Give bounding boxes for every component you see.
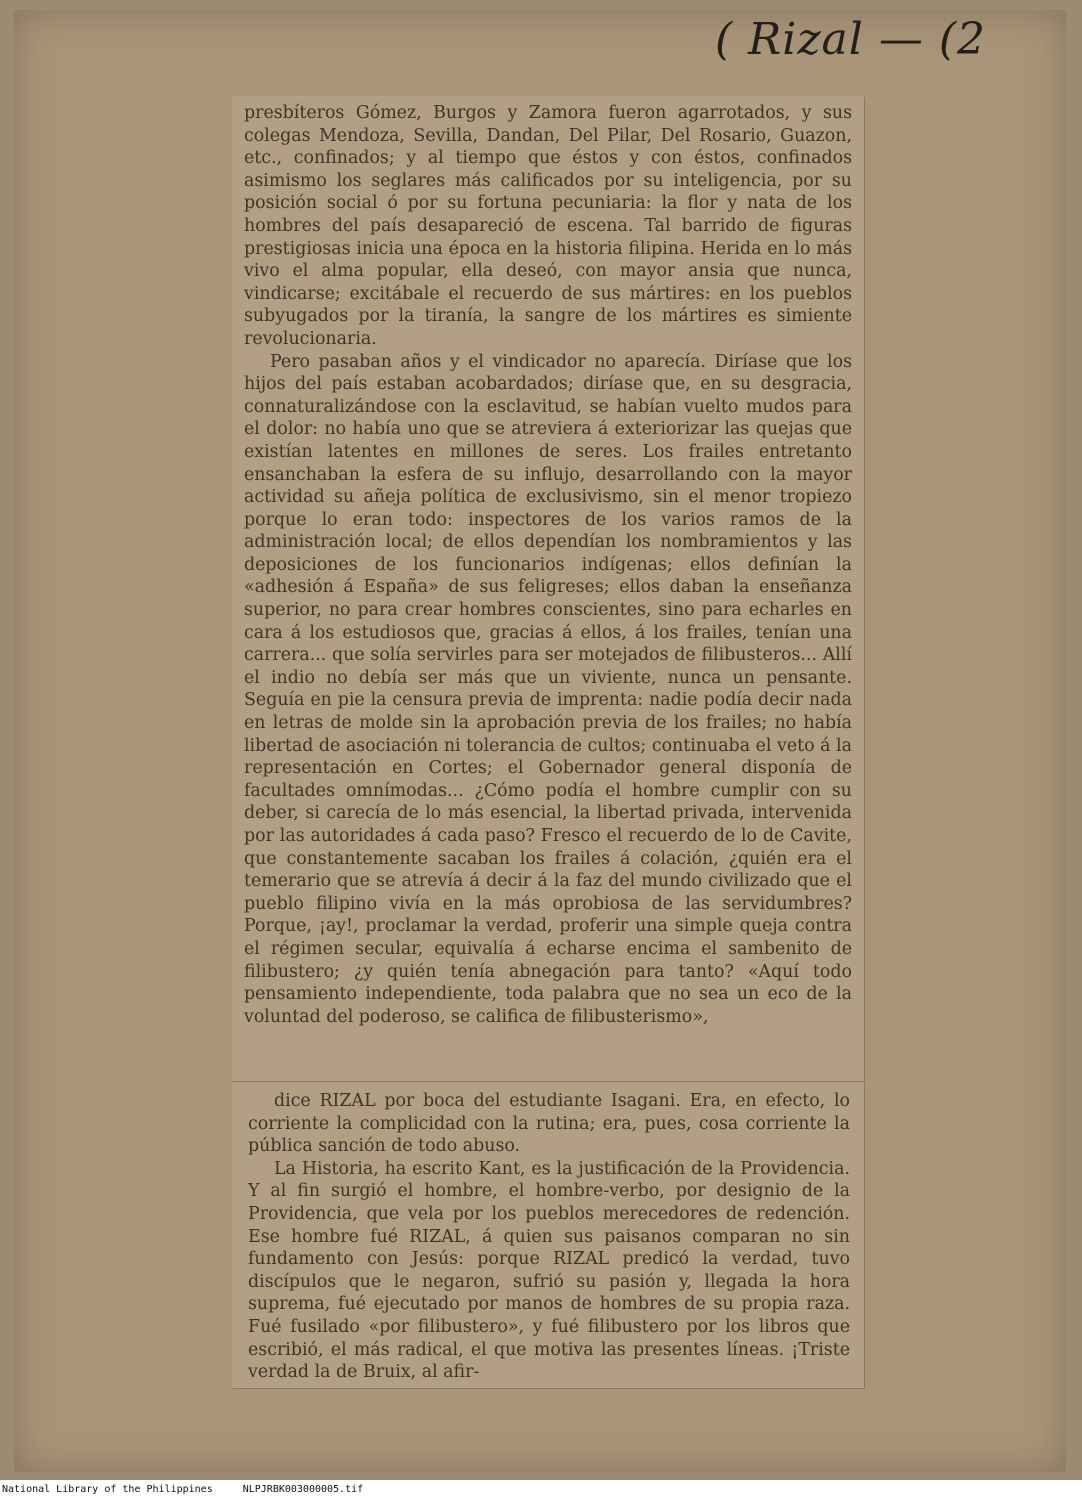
footer-institution: National Library of the Philippines [2,1484,213,1495]
clipping-text-column [236,1090,862,1384]
handwritten-note: ( Rizal — (2 [715,14,986,65]
paragraph-2: Pero pasaban años y el vindicador no aparecía. Diríase que los hijos del país estaban acobardados; diríase que, en su desgracia, connaturalizándose con la esclavitud, se habían vuelto mudos para el dolor: no había uno que se atreviera á exteriorizar las quejas que existían latentes en millones de seres. Los frailes entretanto ensanchaban la esfera de su influjo, desarrollando con la mayor actividad su añeja política de exclusivismo, sin el menor tropiezo porque lo eran todo: inspectores de los varios ramos de la administración local; de ellos dependían los nombramientos y las deposiciones de los funcionarios indígenas; ellos definían la «adhesión á España» de sus feligreses; ellos daban la enseñanza superior, no para crear hombres conscientes, sino para echarles en cara á los estudiosos que, gracias á ellos, á los frailes, tenían una carrera... que solía servirles para ser motejados de filibusteros... Allí el indio no debía ser más que un viviente, nunca un pensante. Seguía en pie la censura previa de imprenta: nadie podía decir nada en letras de molde sin la aprobación previa de los frailes; no había libertad de asociación ni tolerancia de cultos; continuaba el veto á la representación en Cortes; el Gobernador general disponía de facultades omnímodas... ¿Cómo podía el hombre cumplir con su deber, si carecía de lo más esencial, la libertad privada, intervenida por las autoridades á cada paso? Fresco el recuerdo de lo de Cavite, que constantemente sacaban los frailes á colación, ¿quién era el temerario que se atrevía á decir á la faz del mundo civilizado que el pueblo filipino vivía en la más oprobiosa de las servidumbres? Porque, ¡ay!, proclamar la verdad, proferir una simple queja contra el régimen secular, equivalía á echarse encima el sambenito de filibustero; ¿y quién tenía abnegación para tanto? «Aquí todo pensamiento independiente, toda palabra que no sea un eco de la voluntad del poderoso, se califica de filibusterismo», [244,351,852,1027]
newspaper-clipping-bottom [232,1082,864,1388]
paragraph-1: presbíteros Gómez, Burgos y Zamora fueron agarrotados, y sus colegas Mendoza, Sevilla, Dandan, Del Pilar, Del Rosario, Guazon, etc., confinados; y al tiempo que éstos y con éstos, confinados asimismo los seglares más calificados por su inteligencia, por su posición social ó por su fortuna pecuniaria: la flor y nata de los hombres del país desapareció de escena. Tal barrido de figuras prestigiosas inicia una época en la historia filipina. Herida en lo más vivo el alma popular, ella deseó, con mayor ansia que nunca, vindicarse; excitábale el recuerdo de sus mártires: en los pueblos subyugados por la tiranía, la sangre de los mártires es simiente revolucionaria. [244,103,852,349]
footer-filename: NLPJRBK003000005.tif [242,1484,364,1495]
clipping-text-column [232,102,864,1028]
paragraph-4: La Historia, ha escrito Kant, es la justificación de la Providencia. Y al fin surgió el hombre, el hombre-verbo, por designio de la Providencia, que vela por los pueblos merecedores de redención. Ese hombre fué RIZAL, á quien sus paisanos comparan no sin fundamento con Jesús: porque RIZAL predicó la verdad, tuvo discípulos que le negaron, sufrió su pasión y, llegada la hora suprema, fué ejecutado por manos de hombres de su propia raza. Fué fusilado «por filibustero», y fué filibustero por los libros que escribió, el más radical, el que motiva las presentes líneas. ¡Triste verdad la de Bruix, al afir- [248,1158,850,1383]
paragraph-3: dice RIZAL por boca del estudiante Isagani. Era, en efecto, lo corriente la complicidad con la rutina; era, pues, cosa corriente la pública sanción de todo abuso. [248,1091,850,1157]
newspaper-clipping-top [232,96,864,1081]
scan-footer [2,1484,1080,1498]
